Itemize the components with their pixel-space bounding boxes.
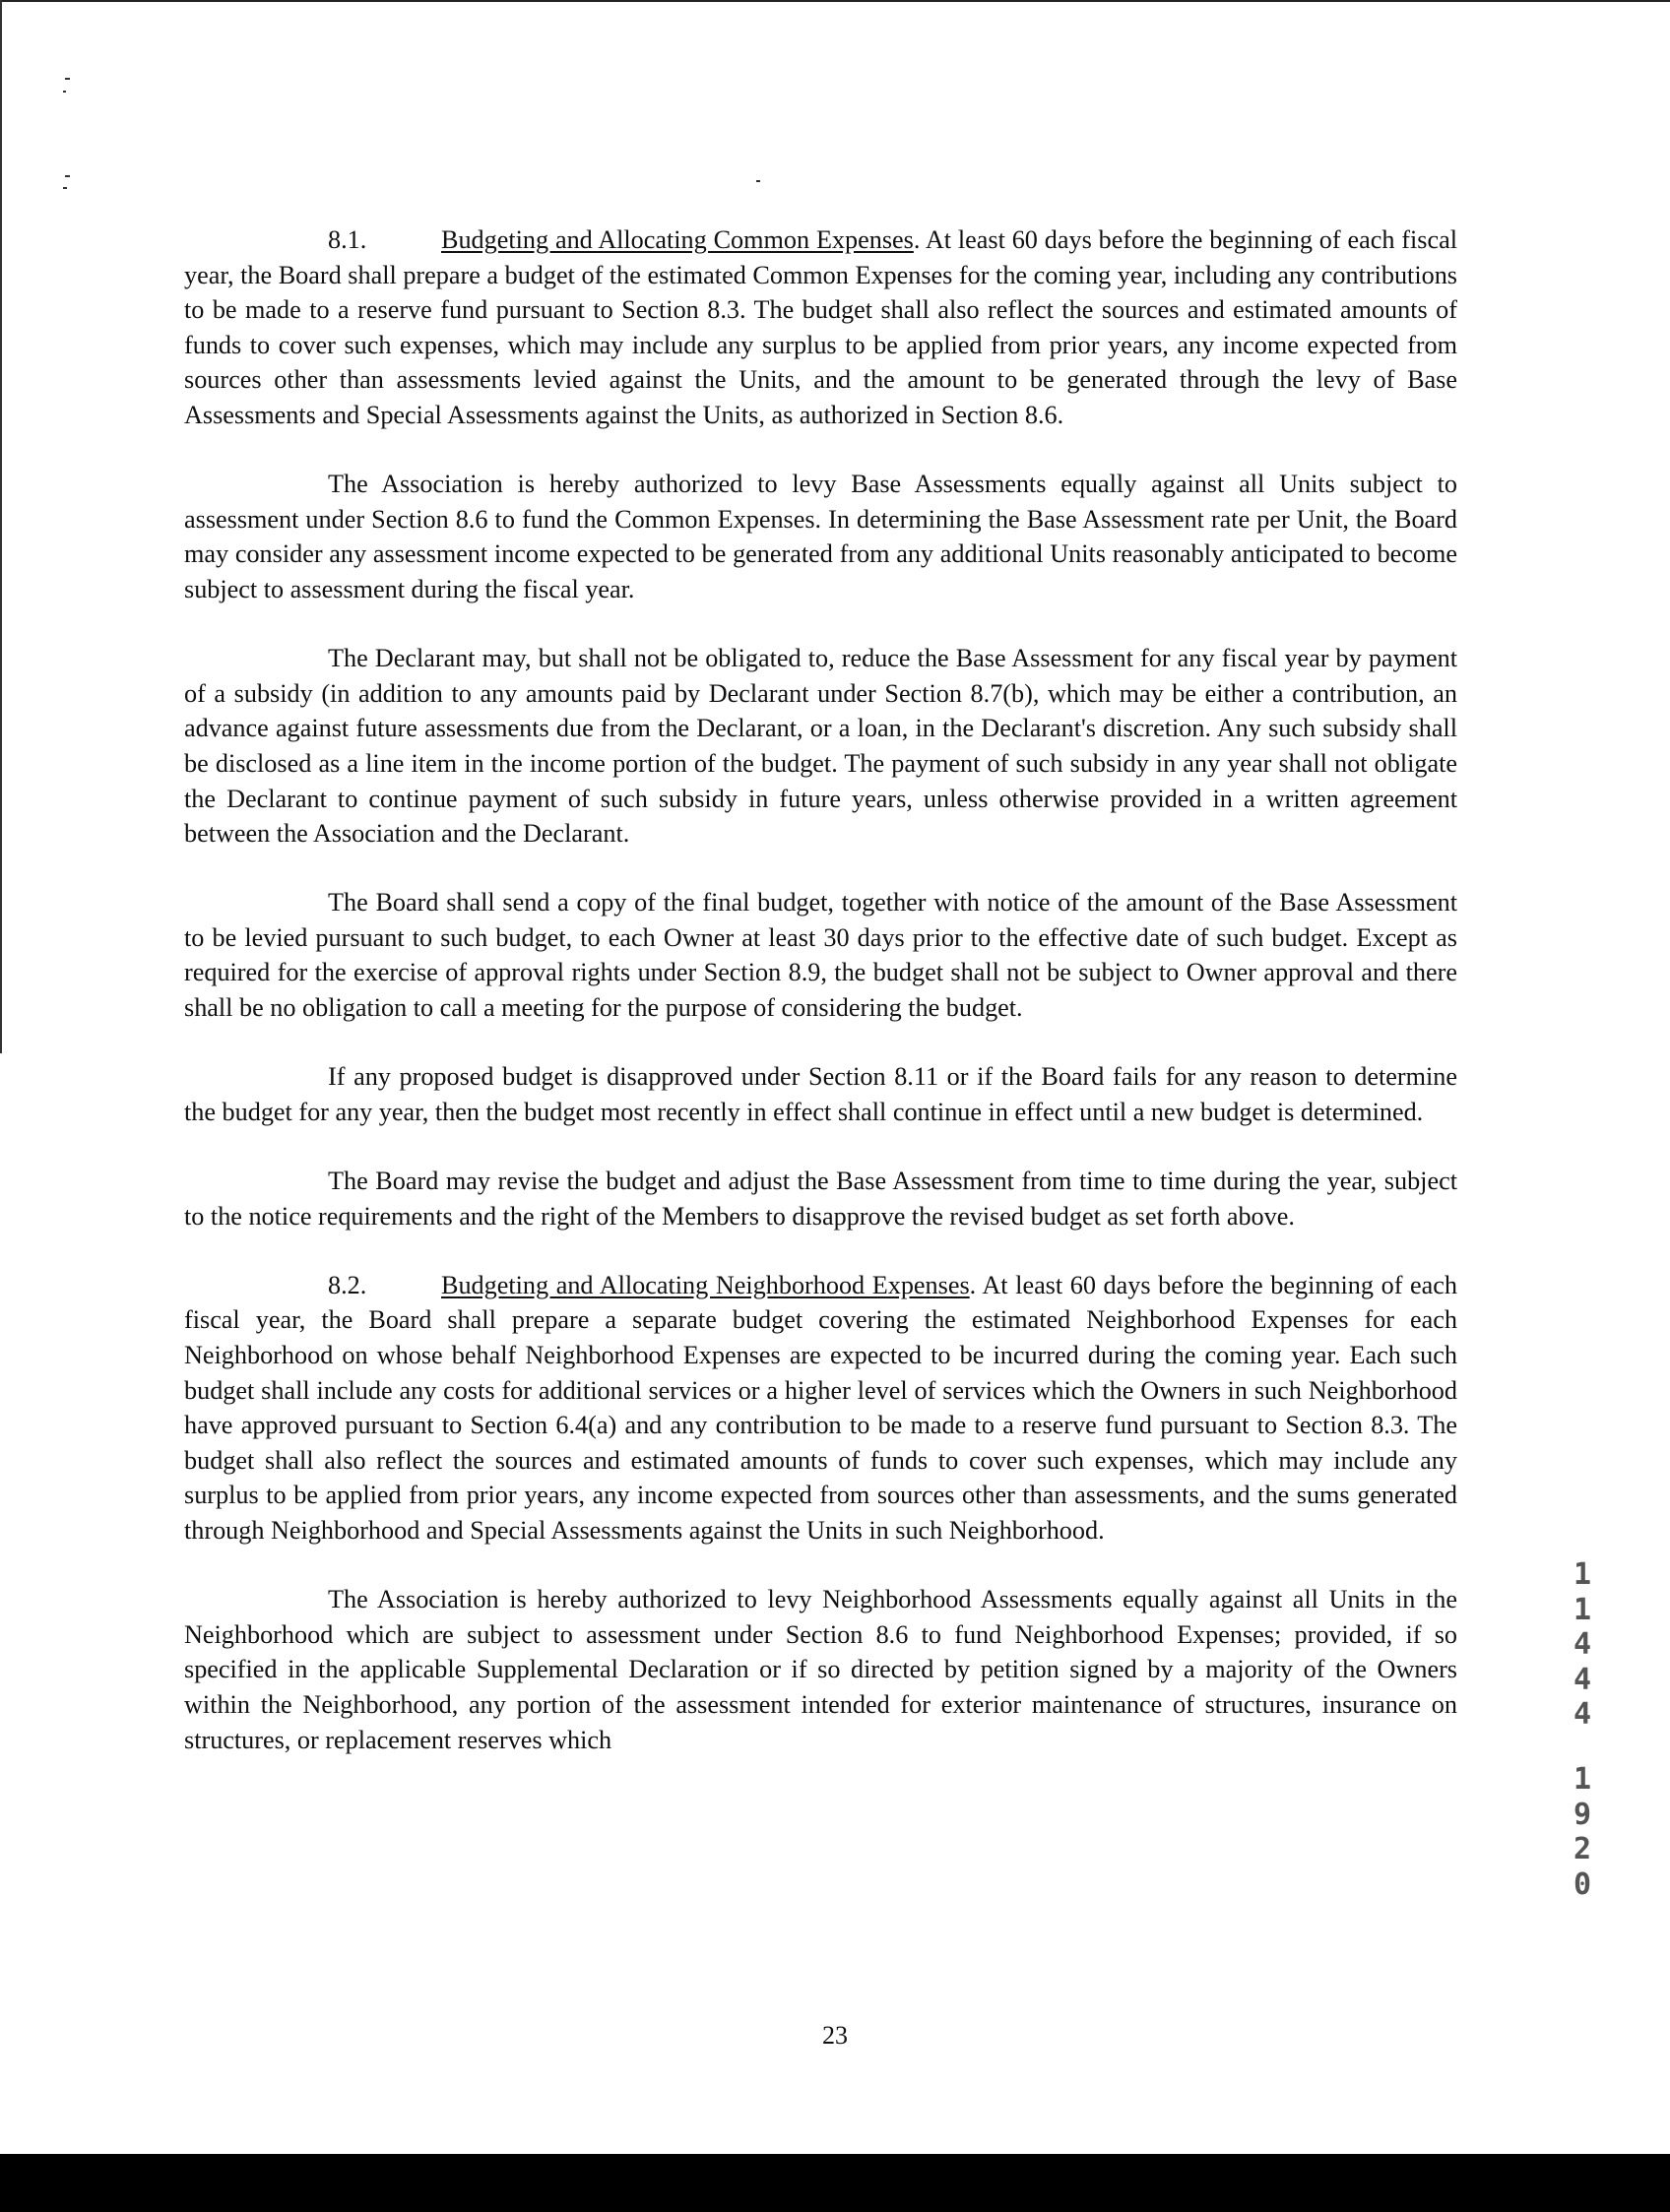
- stamp-digit: 4: [1573, 1627, 1592, 1662]
- scan-speck: [63, 91, 66, 93]
- section-8-2-paragraph: [184, 1268, 1457, 1548]
- paragraph: The Board shall send a copy of the final budget, together with notice of the amount of the Base Assessment to be levied pursuant to such budget, to each Owner at least 30 days prior to the effective date of such budget. Except as required for the exercise of approval rights under Section 8.9, the budget shall not be subject to Owner approval and there shall be no obligation to call a meeting for the purpose of considering the budget.: [184, 888, 1457, 1023]
- section-title: Budgeting and Allocating Common Expenses: [441, 225, 914, 254]
- stamp-digit: 1: [1573, 1592, 1592, 1627]
- scan-left-edge: [0, 0, 2, 1053]
- section-8-1-paragraph: [184, 222, 1457, 433]
- stamp-digit: 4: [1573, 1662, 1592, 1697]
- paragraph: If any proposed budget is disapproved under Section 8.11 or if the Board fails for any reason to determine the budget for any year, then the budget most recently in effect shall continue in effect until a new budget is determined.: [184, 1062, 1457, 1126]
- scan-bottom-band: [0, 2154, 1670, 2212]
- scan-speck: [756, 180, 760, 182]
- section-title: Budgeting and Allocating Neighborhood Expenses: [441, 1270, 970, 1299]
- stamp-digit: 1: [1573, 1762, 1592, 1797]
- scan-speck: [65, 175, 70, 177]
- section-number: 8.2.: [328, 1270, 367, 1299]
- scan-speck: [65, 78, 70, 80]
- margin-stamp-bottom: [1568, 1762, 1597, 1902]
- stamp-digit: 9: [1573, 1797, 1592, 1832]
- stamp-digit: 1: [1573, 1557, 1592, 1592]
- scan-speck: [63, 187, 67, 189]
- stamp-digit: 2: [1573, 1832, 1592, 1866]
- margin-stamp-top: [1568, 1557, 1597, 1733]
- stamp-digit: 0: [1573, 1866, 1592, 1902]
- document-body: [184, 222, 1457, 1792]
- scan-top-edge: [0, 0, 1670, 2]
- paragraph: The Association is hereby authorized to levy Neighborhood Assessments equally against all Units in the Neighborhood which are subject to assessment under Section 8.6 to fund Neighborhood Expenses; provided, if so specified in the applicable Supplemental Declaration or if so directed by petition signed by a majority of the Owners within the Neighborhood, any portion of the assessment intended for exterior maintenance of structures, insurance on structures, or replacement reserves which: [184, 1585, 1457, 1754]
- paragraph: The Association is hereby authorized to levy Base Assessments equally against all Units subject to assessment under Section 8.6 to fund the Common Expenses. In determining the Base Assessment rate per Unit, the Board may consider any assessment income expected to be generated from any additional Units reasonably anticipated to become subject to assessment during the fiscal year.: [184, 470, 1457, 603]
- paragraph-text: . At least 60 days before the beginning of each fiscal year, the Board shall prepare a separate budget covering the estimated Neighborhood Expenses for each Neighborhood on whose behalf Neighborhood Expenses are expected to be incurred during the coming year. Each such budget shall include any costs for additional services or a higher level of services which the Owners in such Neighborhood have approved pursuant to Section 6.4(a) and any contribution to be made to a reserve fund pursuant to Section 8.3. The budget shall also reflect the sources and estimated amounts of funds to cover such expenses, which may include any surplus to be applied from prior years, any income expected from sources other than assessments, and the sums generated through Neighborhood and Special Assessments against the Units in such Neighborhood.: [184, 1270, 1457, 1545]
- paragraph-text: . At least 60 days before the beginning of each fiscal year, the Board shall prepare a budget of the estimated Common Expenses for the coming year, including any contributions to be made to a reserve fund pursuant to Section 8.3. The budget shall also reflect the sources and estimated amounts of funds to cover such expenses, which may include any surplus to be applied from prior years, any income expected from sources other than assessments levied against the Units, and the amount to be generated through the levy of Base Assessments and Special Assessments against the Units, as authorized in Section 8.6.: [184, 225, 1458, 429]
- stamp-digit: 4: [1573, 1697, 1592, 1732]
- page-number: 23: [822, 2021, 848, 2050]
- paragraph: The Board may revise the budget and adjust the Base Assessment from time to time during the year, subject to the notice requirements and the right of the Members to disapprove the revised budget as set forth above.: [184, 1167, 1457, 1231]
- paragraph: The Declarant may, but shall not be obligated to, reduce the Base Assessment for any fiscal year by payment of a subsidy (in addition to any amounts paid by Declarant under Section 8.7(b), which may be either a contribution, an advance against future assessments due from the Declarant, or a loan, in the Declarant's discretion. Any such subsidy shall be disclosed as a line item in the income portion of the budget. The payment of such subsidy in any year shall not obligate the Declarant to continue payment of such subsidy in future years, unless otherwise provided in a written agreement between the Association and the Declarant.: [184, 644, 1457, 849]
- section-number: 8.1.: [328, 225, 367, 254]
